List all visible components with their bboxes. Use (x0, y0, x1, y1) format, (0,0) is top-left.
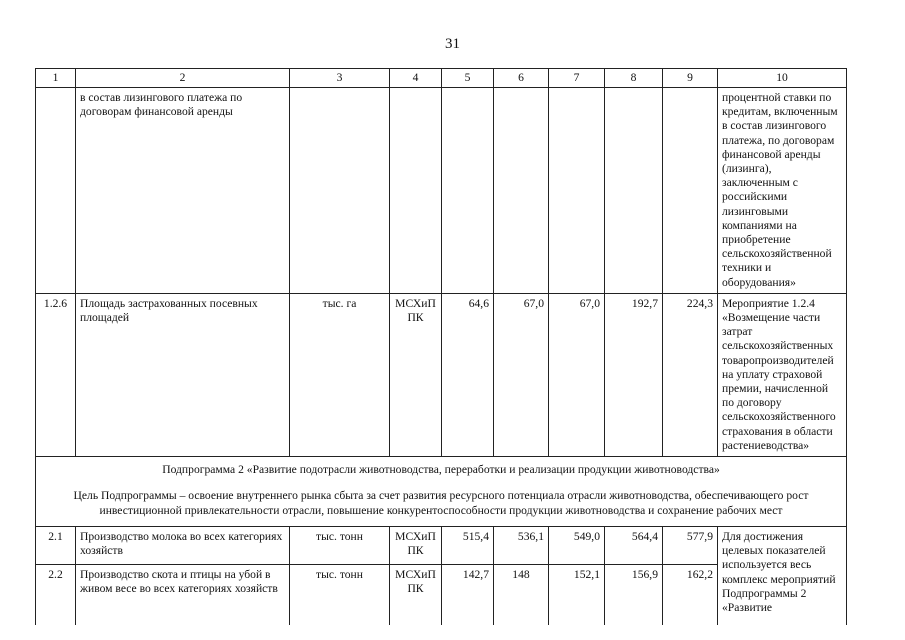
page-number: 31 (445, 36, 460, 52)
cell-unit (290, 88, 390, 294)
column-number: 4 (390, 69, 442, 88)
column-number-row (36, 69, 847, 88)
cell-number: 1.2.6 (36, 293, 76, 456)
column-number: 9 (663, 69, 718, 88)
cell-organization (390, 88, 442, 294)
cell-indicator-name: в состав лизингового платежа по договорам финансовой аренды (76, 88, 290, 294)
column-number: 1 (36, 69, 76, 88)
cell-measure-note: Для достижения целевых показателей используется весь комплекс мероприятий Подпрограммы 2 «Развитие (718, 527, 847, 625)
cell-value: 515,4 (442, 527, 494, 565)
subprogram-goal: Цель Подпрограммы – освоение внутреннего рынка сбыта за счет развития ресурсного потенциала отрасли животноводства, обеспечивающего рост инвестиционной привлекательности отрасли, повышение конкурентоспособности продукции животноводства и сохранение рабочих мест (73, 489, 809, 517)
cell-value (494, 88, 549, 294)
cell-indicator-name: Площадь застрахованных посевных площадей (76, 293, 290, 456)
cell-value: 564,4 (605, 527, 663, 565)
cell-measure-note: процентной ставки по кредитам, включенным в состав лизингового платежа, по договорам финансовой аренды (лизинга), заключенным с российскими лизинговыми компаниями на приобретение сельскохозяйственной техники и оборудования» (718, 88, 847, 294)
cell-organization: МСХиП ПК (390, 293, 442, 456)
cell-value: 577,9 (663, 527, 718, 565)
table-row-continued (36, 88, 847, 294)
column-number: 7 (549, 69, 605, 88)
cell-unit: тыс. тонн (290, 565, 390, 625)
cell-value (605, 88, 663, 294)
cell-indicator-name: Производство скота и птицы на убой в живом весе во всех категориях хозяйств (76, 565, 290, 625)
cell-indicator-name: Производство молока во всех категориях хозяйств (76, 527, 290, 565)
column-number: 2 (76, 69, 290, 88)
cell-number: 2.2 (36, 565, 76, 625)
cell-value: 64,6 (442, 293, 494, 456)
cell-value (442, 88, 494, 294)
cell-value: 162,2 (663, 565, 718, 625)
cell-value (663, 88, 718, 294)
cell-value: 156,9 (605, 565, 663, 625)
column-number: 3 (290, 69, 390, 88)
cell-value: 67,0 (549, 293, 605, 456)
cell-organization: МСХиП ПК (390, 527, 442, 565)
cell-unit: тыс. га (290, 293, 390, 456)
column-number: 6 (494, 69, 549, 88)
cell-value: 224,3 (663, 293, 718, 456)
table-row (36, 293, 847, 456)
column-number: 8 (605, 69, 663, 88)
cell-value: 192,7 (605, 293, 663, 456)
cell-value: 152,1 (549, 565, 605, 625)
cell-value: 536,1 (494, 527, 549, 565)
table-row (36, 527, 847, 565)
cell-organization: МСХиП ПК (390, 565, 442, 625)
cell-measure-note: Мероприятие 1.2.4 «Возмещение части затрат сельскохозяйственных товаропроизводителей на уплату страховой премии, начисленной по договору сельскохозяйственного страхования в области растениеводства» (718, 293, 847, 456)
cell-unit: тыс. тонн (290, 527, 390, 565)
cell-value (549, 88, 605, 294)
subprogram-title: Подпрограмма 2 «Развитие подотрасли животноводства, переработки и реализации продукции животноводства» (162, 463, 720, 477)
cell-number: 2.1 (36, 527, 76, 565)
column-number: 5 (442, 69, 494, 88)
cell-value: 549,0 (549, 527, 605, 565)
indicators-table (35, 68, 847, 625)
cell-value: 67,0 (494, 293, 549, 456)
cell-value: 148 (494, 565, 549, 625)
subprogram-row (36, 457, 847, 527)
column-number: 10 (718, 69, 847, 88)
cell-number (36, 88, 76, 294)
cell-value: 142,7 (442, 565, 494, 625)
